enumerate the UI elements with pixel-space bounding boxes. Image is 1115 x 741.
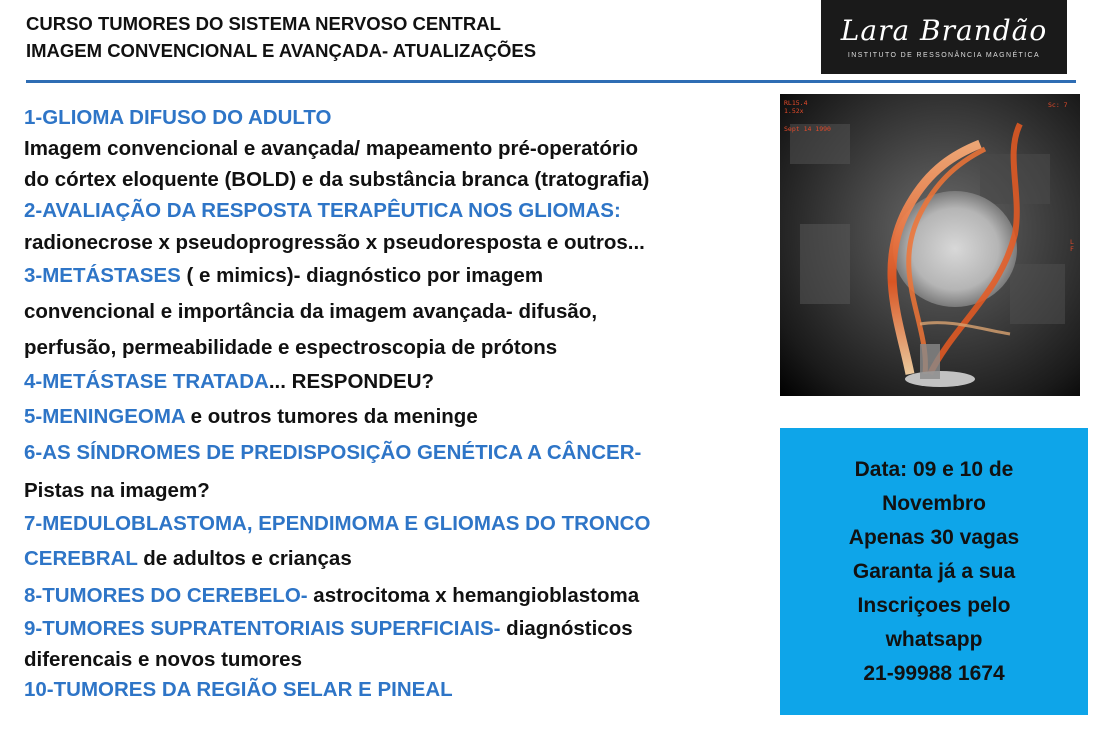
topic-9-line2: diferencais e novos tumores bbox=[24, 648, 302, 671]
image-overlay-side: L F bbox=[1070, 238, 1074, 253]
topic-5-line bbox=[24, 405, 478, 429]
image-overlay-right-1: Sc: 7 bbox=[1048, 101, 1068, 109]
topic-1-line2: do córtex eloquente (BOLD) e da substância branca (tratografia) bbox=[24, 168, 650, 191]
info-whatsapp: whatsapp bbox=[885, 627, 983, 651]
topic-7-rest: de adultos e crianças bbox=[137, 547, 352, 570]
topic-4-rest: ... RESPONDEU? bbox=[268, 370, 435, 393]
topic-9-title: 9-TUMORES SUPRATENTORIAIS SUPERFICIAIS- bbox=[24, 617, 501, 640]
topic-2-line1: radionecrose x pseudoprogressão x pseudoresposta e outros... bbox=[24, 231, 645, 254]
topic-7-title: 7-MEDULOBLASTOMA, EPENDIMOMA E GLIOMAS DO TRONCO bbox=[24, 512, 651, 535]
image-overlay-left-2: 1.52x bbox=[784, 107, 804, 115]
logo-script-text: Lara Brandão bbox=[840, 13, 1048, 47]
image-overlay-left-1: RL15.4 bbox=[784, 99, 808, 107]
tractography-svg bbox=[780, 94, 1080, 396]
course-title-line2: IMAGEM CONVENCIONAL E AVANÇADA- ATUALIZAÇÕES bbox=[26, 40, 537, 61]
info-vacancies: Apenas 30 vagas bbox=[848, 525, 1020, 549]
topic-4-line bbox=[24, 370, 434, 394]
topic-1-line1: Imagem convencional e avançada/ mapeamento pré-operatório bbox=[24, 137, 639, 160]
info-registration: Inscriçoes pelo bbox=[857, 593, 1011, 617]
topic-10-title: 10-TUMORES DA REGIÃO SELAR E PINEAL bbox=[24, 678, 453, 701]
topic-7-title2: CEREBRAL bbox=[24, 547, 138, 570]
topic-7-line2 bbox=[24, 547, 352, 571]
topic-9-line bbox=[24, 617, 633, 641]
topic-8-line bbox=[24, 584, 639, 608]
topic-8-rest: astrocitoma x hemangioblastoma bbox=[307, 584, 640, 607]
topic-1-title: 1-GLIOMA DIFUSO DO ADULTO bbox=[24, 106, 332, 129]
topic-3-title: 3-METÁSTASES bbox=[24, 264, 181, 287]
institute-logo bbox=[821, 0, 1067, 74]
topic-8-title: 8-TUMORES DO CEREBELO- bbox=[24, 584, 308, 607]
topic-3-line3: perfusão, permeabilidade e espectroscopia de prótons bbox=[24, 336, 558, 359]
info-guarantee: Garanta já a sua bbox=[852, 559, 1016, 583]
topic-5-rest: e outros tumores da meninge bbox=[184, 405, 478, 428]
event-info-box bbox=[780, 428, 1088, 715]
topic-3-rest: ( e mimics)- diagnóstico por imagem bbox=[180, 264, 544, 287]
topic-4-title: 4-METÁSTASE TRATADA bbox=[24, 370, 269, 393]
topic-3-line1 bbox=[24, 264, 543, 288]
topic-9-rest: diagnósticos bbox=[500, 617, 633, 640]
topic-3-line2: convencional e importância da imagem avançada- difusão, bbox=[24, 300, 598, 323]
topic-6-title: 6-AS SÍNDROMES DE PREDISPOSIÇÃO GENÉTICA A CÂNCER- bbox=[24, 441, 642, 464]
topic-6-line2: Pistas na imagem? bbox=[24, 479, 210, 502]
course-title bbox=[26, 10, 536, 64]
tractography-image bbox=[780, 94, 1080, 396]
info-date-line2: Novembro bbox=[882, 491, 986, 515]
topic-5-title: 5-MENINGEOMA bbox=[24, 405, 185, 428]
info-phone: 21-99988 1674 bbox=[863, 661, 1005, 685]
logo-subtitle: INSTITUTO DE RESSONÂNCIA MAGNÉTICA bbox=[847, 51, 1041, 59]
topic-2-title: 2-AVALIAÇÃO DA RESPOSTA TERAPÊUTICA NOS GLIOMAS: bbox=[24, 199, 621, 222]
fiber-tract-4 bbox=[920, 323, 1010, 334]
info-date-line1: Data: 09 e 10 de bbox=[854, 457, 1014, 481]
image-overlay-left-3: Sept 14 1990 bbox=[784, 125, 831, 133]
course-title-line1: CURSO TUMORES DO SISTEMA NERVOSO CENTRAL bbox=[26, 13, 501, 34]
header-divider bbox=[26, 80, 1076, 83]
